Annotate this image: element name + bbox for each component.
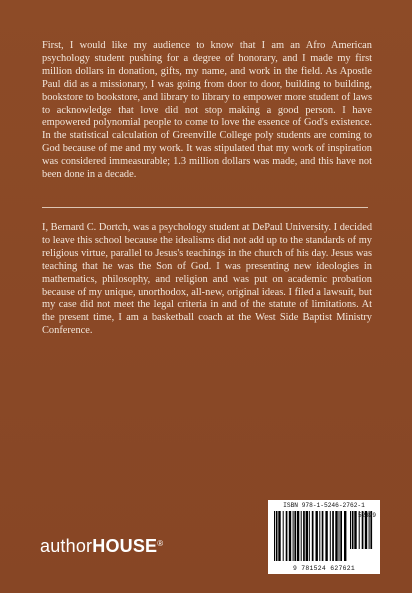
author-bio-paragraph: I, Bernard C. Dortch, was a psychology student at DePaul University. I decided to leave this school because the idealisms did not add up to the standards of my religious virtue, parallel to Jesus's teachings in the church of his day. Jesus was teaching that he was the Son of God. I was presenting new ideologies in mathematics, philosophy, and religion and was put on academic probation because of my unique, unorthodox, all-new, original ideas. I filed a lawsuit, but my case did not meet the legal criteria in and of the statute of limitations. At the present time, I am a basketball coach at the West Side Baptist Ministry Conference. — [42, 222, 373, 337]
isbn-label: ISBN 978-1-5246-2762-1 — [283, 502, 365, 509]
registered-mark: ® — [157, 539, 164, 548]
section-divider — [42, 207, 368, 208]
publisher-logo — [40, 537, 163, 555]
barcode-digits: 9 781524 627621 — [292, 565, 356, 572]
blurb-paragraph-1: First, I would like my audience to know that I am an Afro American psychology student pushing for a degree of honorary, and I made my first million dollars in donation, gifts, my name, and work in the field. As Apostle Paul did as a missionary, I was going from door to door, building to building, bookstore to bookstore, and library to library to empower more student of laws to acknowledge that love did not stop making a good person. I have empowered polynomial people to come to love the essence of God's existence. In the statistical calculation of Greenville College poly students are coming to God because of me and my work. It was stipulated that my work of inspiration was considered immeasurable; 1.3 million dollars was made, and this have not been done in a decade. — [42, 40, 372, 181]
logo-author-text: author — [40, 536, 93, 556]
logo-house-text: HOUSE — [92, 536, 158, 556]
price-code: 52399 — [357, 512, 376, 519]
isbn-barcode — [268, 500, 380, 574]
barcode-bars — [274, 511, 348, 561]
